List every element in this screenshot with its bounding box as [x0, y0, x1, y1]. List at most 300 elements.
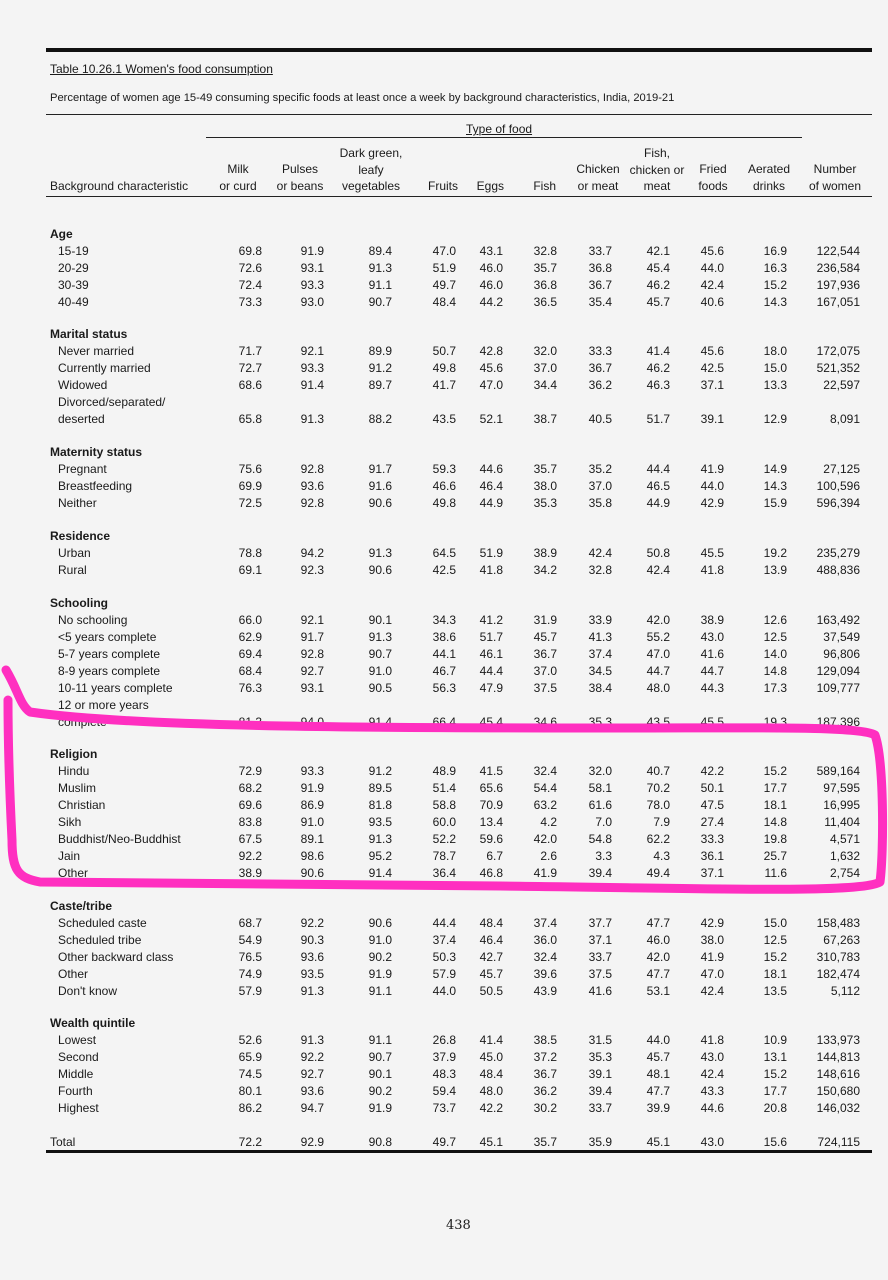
table-cell: 46.2 — [646, 278, 670, 292]
row-label: 5-7 years complete — [58, 647, 161, 661]
table-cell: 16.3 — [763, 261, 787, 275]
table-cell: 93.3 — [300, 278, 324, 292]
table-cell: 92.7 — [300, 1067, 324, 1081]
table-cell: 91.3 — [300, 984, 324, 998]
table-cell: 42.5 — [700, 361, 724, 375]
table-cell: 81.8 — [368, 798, 392, 812]
table-cell: 47.0 — [700, 967, 724, 981]
table-cell: 42.7 — [479, 950, 503, 964]
table-cell: 75.6 — [238, 462, 262, 476]
table-row — [0, 478, 888, 495]
table-cell: 50.1 — [700, 781, 724, 795]
table-cell: 94.7 — [300, 1101, 324, 1115]
table-cell: 54.9 — [238, 933, 262, 947]
table-cell: 42.0 — [646, 613, 670, 627]
table-cell: 45.7 — [533, 630, 557, 644]
table-cell: 37.0 — [533, 361, 557, 375]
table-cell: 12.5 — [763, 630, 787, 644]
table-cell: 38.4 — [588, 681, 612, 695]
table-cell: 34.5 — [588, 664, 612, 678]
table-row — [0, 831, 888, 848]
page-number: 438 — [446, 1218, 471, 1233]
category-row — [0, 746, 888, 763]
table-cell: 92.1 — [300, 344, 324, 358]
table-cell: 4,571 — [829, 832, 860, 846]
table-cell: 45.5 — [700, 546, 724, 560]
table-cell: 42.2 — [479, 1101, 503, 1115]
table-row — [0, 714, 888, 731]
table-cell: 2.6 — [540, 849, 557, 863]
table-cell: 13.9 — [763, 563, 787, 577]
table-cell: 83.8 — [238, 815, 262, 829]
table-cell: 14.3 — [763, 295, 787, 309]
table-cell: 42.0 — [533, 832, 557, 846]
table-cell: 45.1 — [479, 1135, 503, 1149]
table-cell: 30.2 — [533, 1101, 557, 1115]
table-cell: 56.3 — [432, 681, 456, 695]
table-cell: 62.2 — [646, 832, 670, 846]
table-cell: 48.1 — [646, 1067, 670, 1081]
header-green-vegetables: Dark green, leafy vegetables — [339, 146, 403, 193]
table-cell: 15.9 — [763, 496, 787, 510]
row-label: 40-49 — [58, 295, 89, 309]
table-cell: 45.1 — [646, 1135, 670, 1149]
table-cell: 20.8 — [763, 1101, 787, 1115]
table-cell: 43.0 — [700, 1135, 724, 1149]
table-cell: 35.9 — [588, 1135, 612, 1149]
table-cell: 62.9 — [238, 630, 262, 644]
table-cell: 90.2 — [368, 950, 392, 964]
table-cell: 90.1 — [368, 1067, 392, 1081]
table-cell: 18.0 — [763, 344, 787, 358]
table-cell: 31.5 — [588, 1033, 612, 1047]
header-fried: Fried foods — [698, 162, 728, 193]
header-rule — [46, 196, 872, 197]
table-cell: 97,595 — [823, 781, 860, 795]
table-cell: 94.0 — [300, 715, 324, 729]
table-cell: 150,680 — [816, 1084, 860, 1098]
row-label: Buddhist/Neo-Buddhist — [58, 832, 181, 846]
table-row — [0, 629, 888, 646]
table-cell: 73.3 — [238, 295, 262, 309]
row-label: deserted — [58, 412, 105, 426]
table-cell: 95.2 — [368, 849, 392, 863]
row-label: Urban — [58, 546, 91, 560]
row-label: Breastfeeding — [58, 479, 133, 493]
table-cell: 92.2 — [238, 849, 262, 863]
table-cell: 38.5 — [533, 1033, 557, 1047]
table-cell: 14.9 — [763, 462, 787, 476]
table-cell: 46.6 — [432, 479, 456, 493]
table-cell: 44.3 — [700, 681, 724, 695]
table-cell: 92.9 — [300, 1135, 324, 1149]
table-cell: 41.3 — [588, 630, 612, 644]
table-cell: 72.2 — [238, 1135, 262, 1149]
table-cell: 19.8 — [763, 832, 787, 846]
row-label: Pregnant — [58, 462, 107, 476]
table-cell: 32.4 — [533, 950, 557, 964]
table-row — [0, 243, 888, 260]
total-row — [0, 1134, 888, 1151]
table-row — [0, 1049, 888, 1066]
table-cell: 69.4 — [238, 647, 262, 661]
table-cell: 38.6 — [432, 630, 456, 644]
table-cell: 235,279 — [816, 546, 860, 560]
table-cell: 36.4 — [432, 866, 456, 880]
table-cell: 724,115 — [817, 1135, 860, 1149]
table-cell: 15.6 — [763, 1135, 787, 1149]
table-cell: 33.7 — [588, 1101, 612, 1115]
table-cell: 91.1 — [368, 1033, 392, 1047]
table-cell: 12.6 — [763, 613, 787, 627]
table-cell: 59.6 — [479, 832, 503, 846]
table-cell: 78.0 — [646, 798, 670, 812]
table-cell: 40.5 — [588, 412, 612, 426]
table-cell: 71.7 — [238, 344, 262, 358]
table-cell: 46.5 — [646, 479, 670, 493]
table-cell: 86.9 — [300, 798, 324, 812]
table-cell: 37.1 — [700, 866, 724, 880]
table-cell: 172,075 — [816, 344, 860, 358]
table-cell: 50.5 — [479, 984, 503, 998]
table-cell: 44.2 — [479, 295, 503, 309]
table-cell: 90.7 — [368, 295, 392, 309]
table-cell: 15.2 — [763, 950, 787, 964]
table-cell: 36.8 — [588, 261, 612, 275]
header-pulses: Pulses or beans — [276, 162, 324, 193]
table-cell: 15.0 — [763, 916, 787, 930]
table-cell: 10.9 — [763, 1033, 787, 1047]
table-cell: 45.7 — [646, 1050, 670, 1064]
table-cell: 15.2 — [763, 1067, 787, 1081]
table-cell: 38.0 — [700, 933, 724, 947]
table-cell: 66.4 — [432, 715, 456, 729]
category-row — [0, 1015, 888, 1032]
table-cell: 39.4 — [588, 1084, 612, 1098]
table-row — [0, 915, 888, 932]
table-cell: 36.7 — [588, 361, 612, 375]
table-cell: 91.4 — [368, 866, 392, 880]
table-row — [0, 1032, 888, 1049]
table-cell: 91.0 — [300, 815, 324, 829]
table-cell: 92.8 — [300, 496, 324, 510]
table-cell: 45.7 — [646, 295, 670, 309]
table-cell: 73.7 — [432, 1101, 456, 1115]
table-row — [0, 814, 888, 831]
row-label: Second — [58, 1050, 99, 1064]
table-cell: 41.8 — [479, 563, 503, 577]
table-cell: 148,616 — [816, 1067, 860, 1081]
table-cell: 2,754 — [829, 866, 860, 880]
table-cell: 91.9 — [368, 1101, 392, 1115]
table-cell: 51.9 — [432, 261, 456, 275]
table-cell: 81.3 — [238, 715, 262, 729]
table-cell: 37.1 — [700, 378, 724, 392]
table-cell: 32.8 — [533, 244, 557, 258]
table-row — [0, 360, 888, 377]
table-cell: 91.7 — [368, 462, 392, 476]
table-cell: 43.0 — [700, 630, 724, 644]
table-cell: 46.8 — [479, 866, 503, 880]
table-row — [0, 1066, 888, 1083]
row-label: Scheduled caste — [58, 916, 147, 930]
table-cell: 236,584 — [816, 261, 860, 275]
table-cell: 37.0 — [533, 664, 557, 678]
table-cell: 45.7 — [479, 967, 503, 981]
table-cell: 41.8 — [700, 1033, 724, 1047]
table-cell: 91.3 — [300, 412, 324, 426]
row-label: 10-11 years complete — [58, 681, 173, 695]
table-cell: 50.3 — [432, 950, 456, 964]
table-cell: 43.9 — [533, 984, 557, 998]
row-label: <5 years complete — [58, 630, 157, 644]
table-cell: 54.4 — [533, 781, 557, 795]
table-cell: 32.4 — [533, 764, 557, 778]
table-cell: 38.9 — [533, 546, 557, 560]
table-cell: 92.2 — [300, 1050, 324, 1064]
table-cell: 44.0 — [700, 261, 724, 275]
table-cell: 90.2 — [368, 1084, 392, 1098]
table-cell: 41.9 — [700, 462, 724, 476]
table-cell: 167,051 — [816, 295, 860, 309]
table-cell: 48.0 — [646, 681, 670, 695]
table-cell: 89.5 — [368, 781, 392, 795]
table-cell: 35.8 — [588, 496, 612, 510]
table-cell: 51.7 — [479, 630, 503, 644]
table-row — [0, 983, 888, 1000]
table-cell: 46.2 — [646, 361, 670, 375]
table-cell: 35.3 — [588, 1050, 612, 1064]
table-cell: 47.9 — [479, 681, 503, 695]
category-row — [0, 444, 888, 461]
table-cell: 33.3 — [588, 344, 612, 358]
table-row — [0, 663, 888, 680]
table-row — [0, 294, 888, 311]
top-rule — [46, 48, 872, 52]
table-cell: 26.8 — [432, 1033, 456, 1047]
table-cell: 46.4 — [479, 933, 503, 947]
table-cell: 89.1 — [300, 832, 324, 846]
table-row — [0, 697, 888, 714]
table-cell: 94.2 — [300, 546, 324, 560]
table-cell: 68.4 — [238, 664, 262, 678]
table-cell: 66.0 — [238, 613, 262, 627]
table-cell: 89.7 — [368, 378, 392, 392]
table-cell: 39.1 — [700, 412, 724, 426]
table-cell: 65.8 — [238, 412, 262, 426]
table-cell: 14.8 — [763, 664, 787, 678]
table-cell: 92.8 — [300, 462, 324, 476]
table-row — [0, 949, 888, 966]
table-cell: 27,125 — [823, 462, 860, 476]
table-cell: 14.3 — [763, 479, 787, 493]
table-cell: 67,263 — [823, 933, 860, 947]
table-cell: 48.3 — [432, 1067, 456, 1081]
row-label: Muslim — [58, 781, 96, 795]
table-cell: 72.5 — [238, 496, 262, 510]
table-row — [0, 277, 888, 294]
row-label: Other — [58, 967, 89, 981]
category-row — [0, 898, 888, 915]
table-cell: 34.6 — [533, 715, 557, 729]
header-fish-chicken: Fish, chicken or meat — [629, 146, 685, 193]
row-label: complete — [58, 715, 107, 729]
table-cell: 146,032 — [816, 1101, 860, 1115]
table-cell: 44.1 — [432, 647, 456, 661]
table-cell: 45.6 — [479, 361, 503, 375]
table-cell: 11,404 — [824, 815, 860, 829]
table-cell: 68.6 — [238, 378, 262, 392]
table-cell: 18.1 — [763, 798, 787, 812]
table-cell: 37.1 — [588, 933, 612, 947]
header-eggs: Eggs — [476, 179, 504, 193]
table-cell: 42.4 — [700, 278, 724, 292]
table-cell: 45.4 — [479, 715, 503, 729]
table-cell: 57.9 — [238, 984, 262, 998]
table-cell: 37.4 — [588, 647, 612, 661]
table-cell: 72.4 — [238, 278, 262, 292]
table-cell: 45.6 — [700, 344, 724, 358]
table-cell: 90.6 — [300, 866, 324, 880]
table-subtitle: Percentage of women age 15-49 consuming specific foods at least once a week by background characteristics, India, 2019-21 — [50, 92, 675, 104]
table-cell: 91.3 — [368, 832, 392, 846]
table-cell: 42.9 — [700, 496, 724, 510]
table-cell: 5,112 — [830, 984, 860, 998]
table-cell: 69.9 — [238, 479, 262, 493]
table-cell: 38.0 — [533, 479, 557, 493]
table-cell: 49.7 — [432, 1135, 456, 1149]
table-cell: 18.1 — [763, 967, 787, 981]
table-cell: 90.7 — [368, 647, 392, 661]
header-women: Number of women — [808, 162, 862, 193]
table-cell: 41.8 — [700, 563, 724, 577]
table-cell: 69.6 — [238, 798, 262, 812]
table-cell: 45.0 — [479, 1050, 503, 1064]
row-label: Widowed — [58, 378, 108, 392]
table-cell: 93.6 — [300, 950, 324, 964]
table-cell: 39.9 — [646, 1101, 670, 1115]
table-cell: 91.1 — [368, 984, 392, 998]
table-cell: 44.0 — [646, 1033, 670, 1047]
table-cell: 42.4 — [700, 1067, 724, 1081]
row-label: Middle — [58, 1067, 94, 1081]
table-cell: 38.9 — [238, 866, 262, 880]
table-cell: 68.2 — [238, 781, 262, 795]
table-cell: 72.9 — [238, 764, 262, 778]
table-cell: 74.5 — [238, 1067, 262, 1081]
table-cell: 93.0 — [300, 295, 324, 309]
table-cell: 90.6 — [368, 563, 392, 577]
category-label: Schooling — [50, 596, 108, 610]
table-row — [0, 848, 888, 865]
type-of-food-heading: Type of food — [466, 122, 533, 136]
table-cell: 41.9 — [533, 866, 557, 880]
table-cell: 133,973 — [816, 1033, 860, 1047]
table-cell: 93.3 — [300, 764, 324, 778]
table-cell: 41.6 — [700, 647, 724, 661]
table-cell: 91.9 — [368, 967, 392, 981]
table-cell: 91.3 — [300, 1033, 324, 1047]
table-cell: 41.6 — [588, 984, 612, 998]
table-cell: 40.6 — [700, 295, 724, 309]
table-cell: 48.4 — [432, 295, 456, 309]
table-cell: 46.0 — [646, 933, 670, 947]
table-cell: 37.5 — [533, 681, 557, 695]
table-cell: 92.2 — [300, 916, 324, 930]
table-cell: 54.8 — [588, 832, 612, 846]
table-cell: 43.1 — [479, 244, 503, 258]
table-cell: 51.7 — [646, 412, 670, 426]
table-cell: 91.3 — [368, 261, 392, 275]
row-label: Highest — [58, 1101, 99, 1115]
table-cell: 89.9 — [368, 344, 392, 358]
table-cell: 90.6 — [368, 916, 392, 930]
table-cell: 39.1 — [588, 1067, 612, 1081]
table-cell: 46.7 — [432, 664, 456, 678]
header-milk: Milk or curd — [219, 162, 257, 193]
row-label: Divorced/separated/ — [58, 395, 166, 409]
table-cell: 41.2 — [479, 613, 503, 627]
table-cell: 91.2 — [368, 764, 392, 778]
row-label: Never married — [58, 344, 135, 358]
table-cell: 76.5 — [238, 950, 262, 964]
table-cell: 44.9 — [479, 496, 503, 510]
table-cell: 65.6 — [479, 781, 503, 795]
table-row — [0, 966, 888, 983]
table-cell: 43.5 — [432, 412, 456, 426]
table-cell: 43.3 — [700, 1084, 724, 1098]
table-cell: 36.7 — [533, 647, 557, 661]
table-cell: 47.5 — [700, 798, 724, 812]
table-cell: 93.6 — [300, 1084, 324, 1098]
table-cell: 74.9 — [238, 967, 262, 981]
row-label: 8-9 years complete — [58, 664, 161, 678]
table-cell: 47.0 — [432, 244, 456, 258]
table-cell: 488,836 — [816, 563, 860, 577]
table-cell: 90.5 — [368, 681, 392, 695]
table-cell: 39.6 — [533, 967, 557, 981]
table-cell: 38.7 — [533, 412, 557, 426]
table-cell: 47.7 — [646, 1084, 670, 1098]
table-cell: 42.4 — [646, 563, 670, 577]
category-label: Maternity status — [50, 445, 143, 459]
table-cell: 91.3 — [368, 546, 392, 560]
table-row — [0, 680, 888, 697]
table-cell: 93.6 — [300, 479, 324, 493]
row-label: Sikh — [58, 815, 82, 829]
table-cell: 44.6 — [700, 1101, 724, 1115]
table-cell: 90.1 — [368, 613, 392, 627]
table-cell: 39.4 — [588, 866, 612, 880]
table-cell: 37.4 — [432, 933, 456, 947]
row-label: 15-19 — [58, 244, 89, 258]
table-cell: 33.9 — [588, 613, 612, 627]
table-cell: 41.7 — [432, 378, 456, 392]
table-cell: 32.8 — [588, 563, 612, 577]
table-row — [0, 932, 888, 949]
header-fruits: Fruits — [428, 179, 458, 193]
table-cell: 36.2 — [533, 1084, 557, 1098]
table-cell: 32.0 — [533, 344, 557, 358]
table-cell: 35.3 — [588, 715, 612, 729]
table-cell: 91.3 — [368, 630, 392, 644]
header-aerated: Aerated drinks — [747, 162, 791, 193]
table-cell: 8,091 — [829, 412, 860, 426]
table-cell: 13.3 — [763, 378, 787, 392]
row-label: Other backward class — [58, 950, 174, 964]
table-cell: 45.6 — [700, 244, 724, 258]
table-cell: 93.5 — [368, 815, 392, 829]
